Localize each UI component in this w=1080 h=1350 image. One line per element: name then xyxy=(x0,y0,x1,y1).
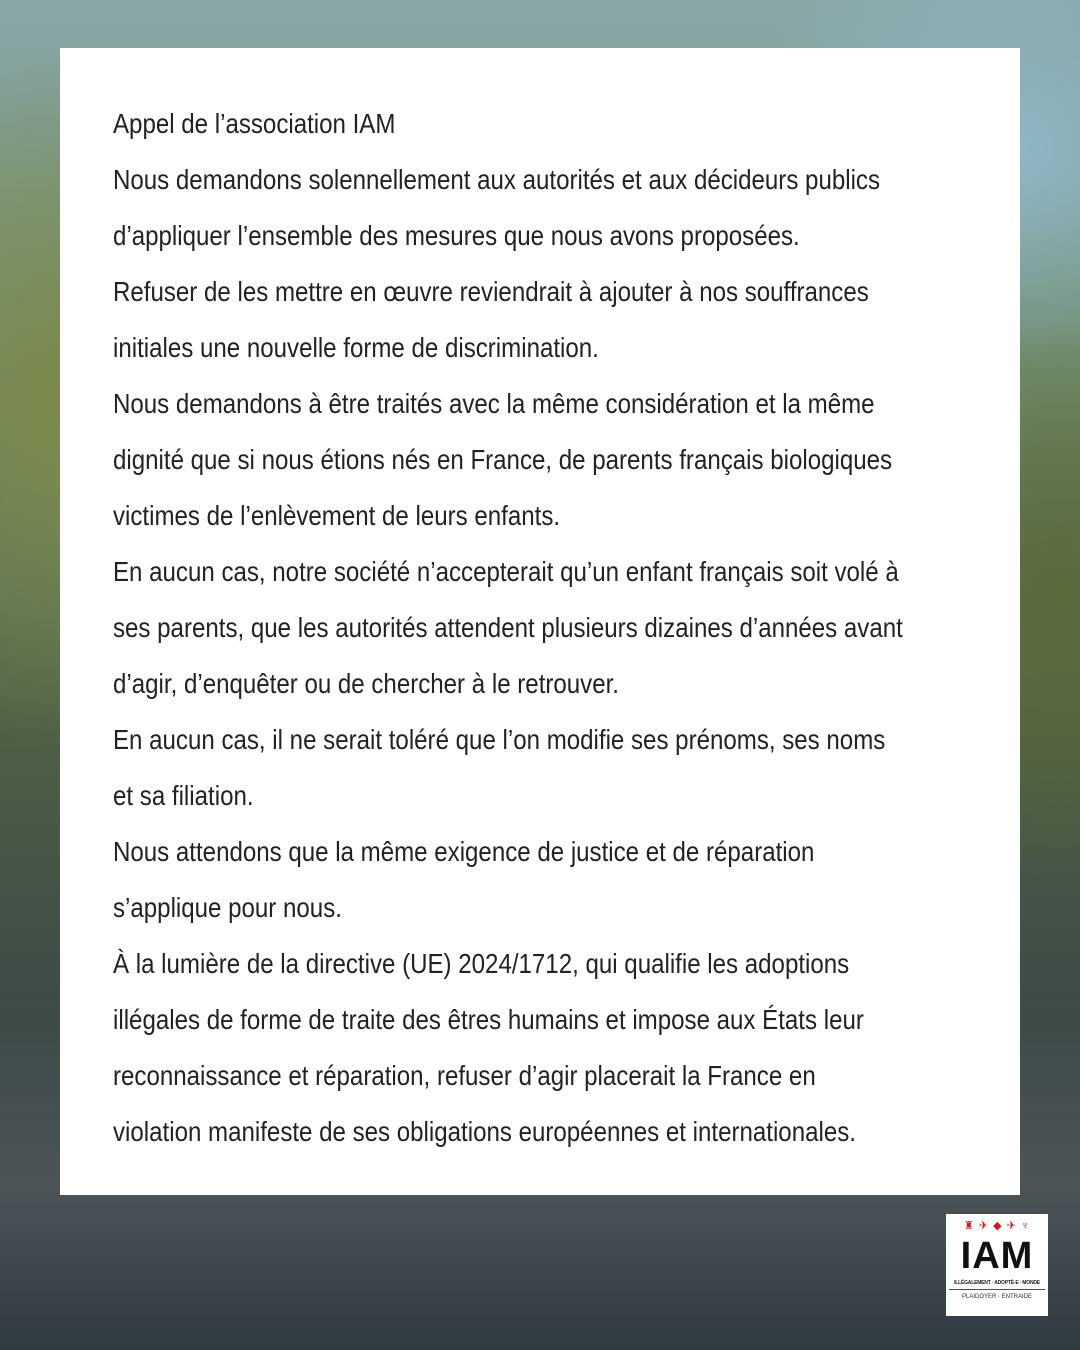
text-line: d’agir, d’enquêter ou de chercher à le retrouver. xyxy=(113,668,620,699)
text-line: initiales une nouvelle forme de discrimination. xyxy=(113,332,599,363)
iam-logo xyxy=(946,1214,1048,1316)
text-line: Refuser de les mettre en œuvre reviendrait à ajouter à nos souffrances xyxy=(113,276,869,307)
text-line: En aucun cas, notre société n’accepterait qu’un enfant français soit volé à xyxy=(113,556,899,587)
text-line: illégales de forme de traite des êtres humains et impose aux États leur xyxy=(113,1004,864,1035)
text-line: En aucun cas, il ne serait toléré que l’on modifie ses prénoms, ses noms xyxy=(113,724,886,755)
text-line: violation manifeste de ses obligations européennes et internationales. xyxy=(113,1116,856,1147)
appeal-text xyxy=(113,96,1013,1160)
logo-tagline: ILLÉGALEMENT · ADOPTÉ·E · MONDE xyxy=(949,1279,1045,1290)
text-line: Appel de l’association IAM xyxy=(113,108,396,139)
text-line: À la lumière de la directive (UE) 2024/1712, qui qualifie les adoptions xyxy=(113,948,850,979)
text-line: Nous demandons à être traités avec la même considération et la même xyxy=(113,388,875,419)
text-line: d’appliquer l’ensemble des mesures que nous avons proposées. xyxy=(113,220,800,251)
logo-name: IAM xyxy=(960,1235,1034,1277)
text-line: reconnaissance et réparation, refuser d’agir placerait la France en xyxy=(113,1060,816,1091)
logo-subtitle: PLAIDOYER · ENTRAIDE xyxy=(961,1294,1032,1300)
text-line: ses parents, que les autorités attendent plusieurs dizaines d’années avant xyxy=(113,612,903,643)
text-line: Nous demandons solennellement aux autorités et aux décideurs publics xyxy=(113,164,881,195)
text-line: s’applique pour nous. xyxy=(113,892,342,923)
text-line: victimes de l’enlèvement de leurs enfants. xyxy=(113,500,561,531)
world-map-icon: ♜ ✈ ◆ ✈ ♆ xyxy=(963,1220,1031,1232)
text-line: dignité que si nous étions nés en France, de parents français biologiques xyxy=(113,444,893,475)
text-line: et sa filiation. xyxy=(113,780,254,811)
text-line: Nous attendons que la même exigence de justice et de réparation xyxy=(113,836,815,867)
